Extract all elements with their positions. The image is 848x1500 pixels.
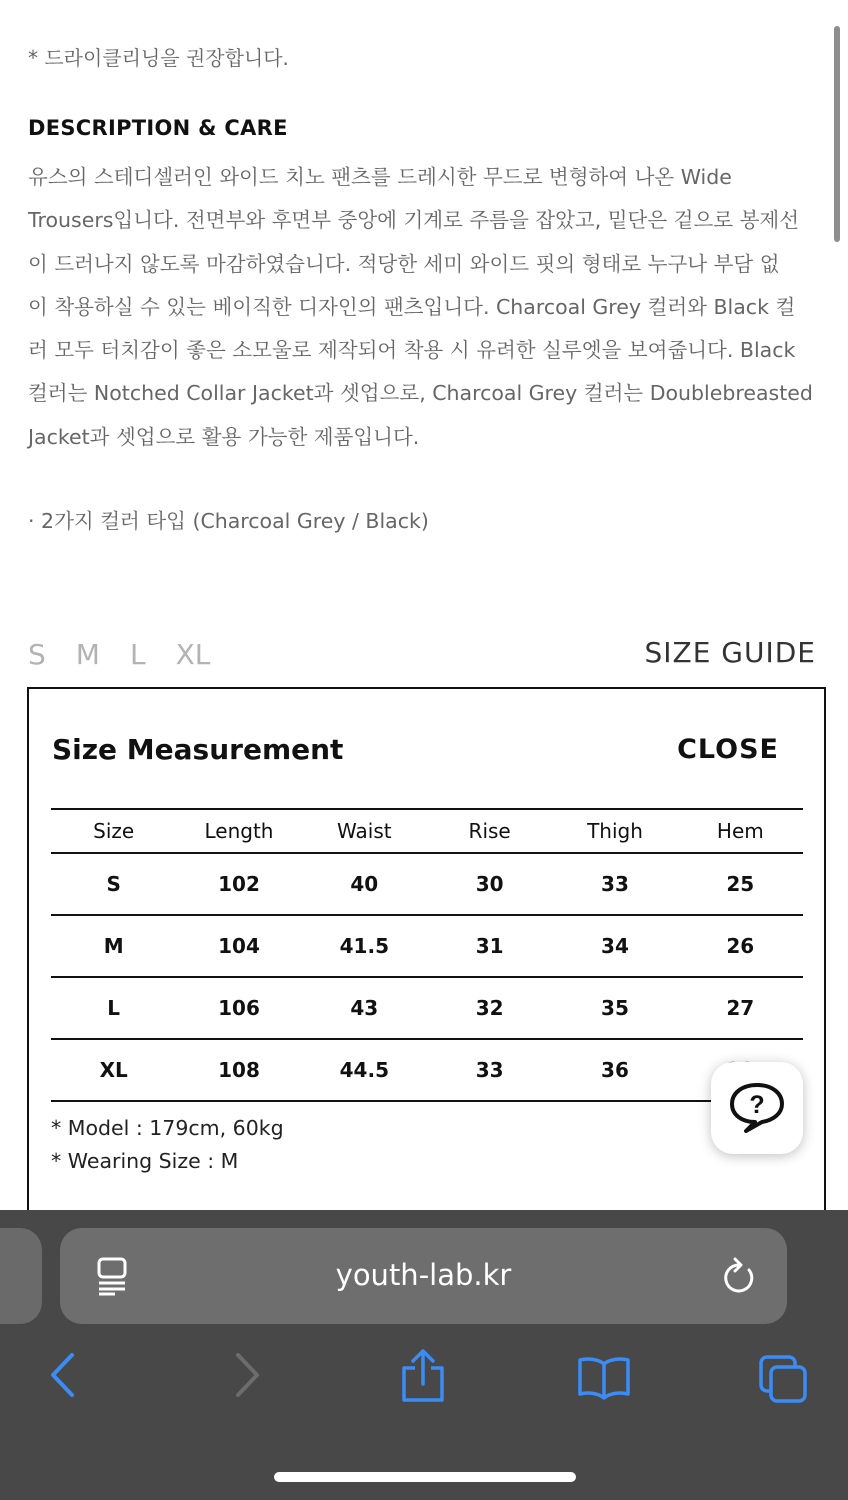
modal-title: Size Measurement <box>52 733 344 766</box>
model-info <box>51 1112 284 1178</box>
table-cell: 26 <box>678 915 803 977</box>
size-tab-l[interactable]: L <box>129 638 146 671</box>
table-cell: 44.5 <box>302 1039 427 1101</box>
description-title: DESCRIPTION & CARE <box>28 116 288 140</box>
column-header: Thigh <box>552 809 677 853</box>
table-cell: 34 <box>552 915 677 977</box>
table-row <box>51 1039 803 1101</box>
svg-text:?: ? <box>749 1091 765 1119</box>
back-icon[interactable] <box>48 1352 78 1402</box>
table-cell: L <box>51 977 176 1039</box>
model-note: * Model : 179cm, 60kg <box>51 1116 284 1140</box>
description-line: 컬러는 Notched Collar Jacket과 셋업으로, Charcoal Grey 컬러는 Doublebreasted <box>28 381 813 406</box>
table-cell: 30 <box>427 853 552 915</box>
table-cell: 106 <box>176 977 301 1039</box>
table-cell: 27 <box>678 977 803 1039</box>
size-guide-button[interactable]: SIZE GUIDE <box>644 636 816 669</box>
size-tab-s[interactable]: S <box>28 638 46 671</box>
size-measurement-modal <box>27 687 826 1247</box>
description-line: Jacket과 셋업으로 활용 가능한 제품입니다. <box>28 424 420 449</box>
table-cell: 35 <box>552 977 677 1039</box>
size-tabs <box>28 638 240 671</box>
description-body <box>28 156 820 459</box>
help-chat-button[interactable] <box>711 1062 803 1154</box>
description-line: Trousers입니다. 전면부와 후면부 중앙에 기계로 주름을 잡았고, 밑단은 겉으로 봉제선 <box>28 208 799 233</box>
table-cell: S <box>51 853 176 915</box>
share-icon[interactable] <box>400 1348 446 1408</box>
size-tab-m[interactable]: M <box>75 638 100 671</box>
column-header: Rise <box>427 809 552 853</box>
table-row <box>51 915 803 977</box>
table-cell: 41.5 <box>302 915 427 977</box>
table-cell: XL <box>51 1039 176 1101</box>
browser-toolbar <box>0 1210 848 1500</box>
question-chat-icon <box>728 1081 786 1135</box>
forward-icon[interactable] <box>232 1352 262 1402</box>
description-line: 이 드러나지 않도록 마감하였습니다. 적당한 세미 와이드 핏의 형태로 누구나 부담 없 <box>28 251 780 276</box>
page-scrollbar[interactable] <box>834 26 840 242</box>
table-cell: 40 <box>302 853 427 915</box>
table-cell: 104 <box>176 915 301 977</box>
table-cell: 31 <box>427 915 552 977</box>
description-line: 이 착용하실 수 있는 베이직한 디자인의 팬츠입니다. Charcoal Grey 컬러와 Black 컬 <box>28 294 796 319</box>
table-cell: 108 <box>176 1039 301 1101</box>
previous-tab-peek[interactable] <box>0 1228 42 1324</box>
table-cell: 33 <box>427 1039 552 1101</box>
table-cell: 36 <box>552 1039 677 1101</box>
table-cell: 33 <box>552 853 677 915</box>
home-indicator <box>274 1472 576 1482</box>
description-line: 유스의 스테디셀러인 와이드 치노 팬츠를 드레시한 무드로 변형하여 나온 Wide <box>28 165 732 189</box>
care-note: * 드라이클리닝을 권장합니다. <box>28 46 289 70</box>
table-cell: 43 <box>302 977 427 1039</box>
wearing-size-note: * Wearing Size : M <box>51 1149 239 1173</box>
bookmarks-icon[interactable] <box>576 1356 632 1404</box>
url-text[interactable]: youth-lab.kr <box>335 1258 512 1292</box>
table-header-row <box>51 809 803 853</box>
column-header: Length <box>176 809 301 853</box>
table-row <box>51 977 803 1039</box>
reload-icon[interactable] <box>721 1254 757 1302</box>
column-header: Size <box>51 809 176 853</box>
table-cell: 32 <box>427 977 552 1039</box>
close-button[interactable]: CLOSE <box>677 734 779 765</box>
description-line: 러 모두 터치감이 좋은 소모울로 제작되어 착용 시 유려한 실루엣을 보여줍니다. Black <box>28 338 796 363</box>
tabs-icon[interactable] <box>758 1354 810 1408</box>
table-cell: M <box>51 915 176 977</box>
address-bar[interactable] <box>60 1228 787 1324</box>
size-tab-xl[interactable]: XL <box>175 638 211 671</box>
column-header: Waist <box>302 809 427 853</box>
column-header: Hem <box>678 809 803 853</box>
size-table <box>51 808 803 1102</box>
table-cell: 25 <box>678 853 803 915</box>
table-cell: 102 <box>176 853 301 915</box>
color-note: · 2가지 컬러 타입 (Charcoal Grey / Black) <box>28 509 429 533</box>
table-row <box>51 853 803 915</box>
